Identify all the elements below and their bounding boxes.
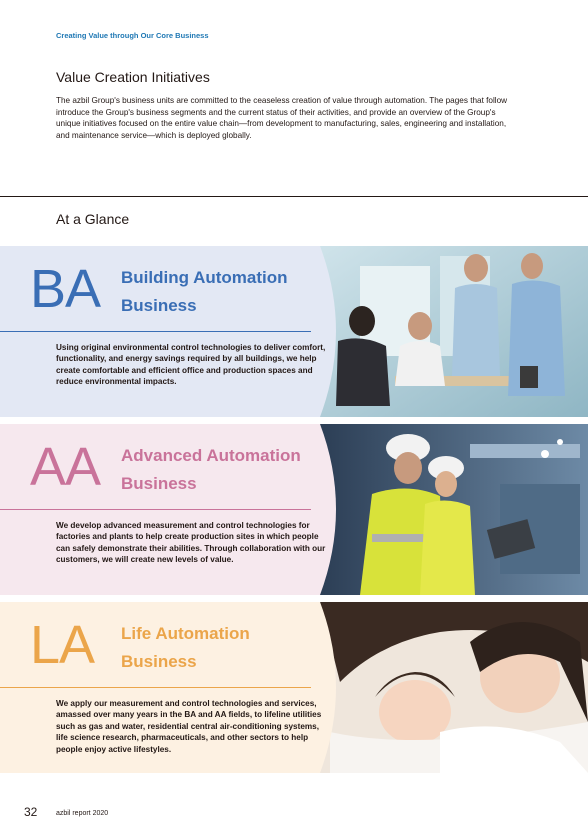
section-divider [0,196,588,197]
ba-name-line2: Business [121,296,197,315]
la-underline [0,687,311,688]
aa-name-line2: Business [121,474,197,493]
ba-description: Using original environmental control technologies to deliver comfort, functionality, and energy savings required by all buildings, we help create comfortable and efficient office and production spaces and reduce environmental impacts. [56,343,326,387]
la-name-line1: Life Automation [121,624,250,643]
aa-band [0,424,588,595]
intro-title: Value Creation Initiatives [56,69,210,85]
glance-title: At a Glance [56,211,130,227]
la-name-line2: Business [121,652,197,671]
section-tag: Creating Value through Our Core Business [56,31,209,40]
la-abbr: LA [30,615,95,675]
aa-abbr: AA [30,437,101,497]
aa-underline [0,509,311,510]
la-description: We apply our measurement and control technologies and services, amassed over many years in the BA and AA fields, to lifeline utilities such as gas and water, residential central air-conditioning systems, life science research, pharmaceuticals, and other sectors to help people enjoy active lifestyles. [56,699,322,754]
aa-name-line1: Advanced Automation [121,446,301,465]
ba-abbr: BA [30,259,101,319]
publication-name: azbil report 2020 [56,810,109,817]
page-number: 32 [24,805,38,819]
ba-name-line1: Building Automation [121,268,288,287]
intro-body: The azbil Group's business units are committed to the ceaseless creation of value through automation. The pages that follow introduce the Group's business segments and the current status of their activities, and provide an overview of the Group's unique initiatives focused on the entire value chain—from development to manufacturing, sales, engineering and installation, and maintenance service—which is deployed globally. [56,96,508,140]
ba-underline [0,331,311,332]
la-band [0,602,588,773]
ba-band [0,246,588,417]
aa-description: We develop advanced measurement and control technologies for factories and plants to help create production sites in which people can safely demonstrate their abilities. Through collaboration with our customers, we will create new levels of value. [56,521,326,565]
